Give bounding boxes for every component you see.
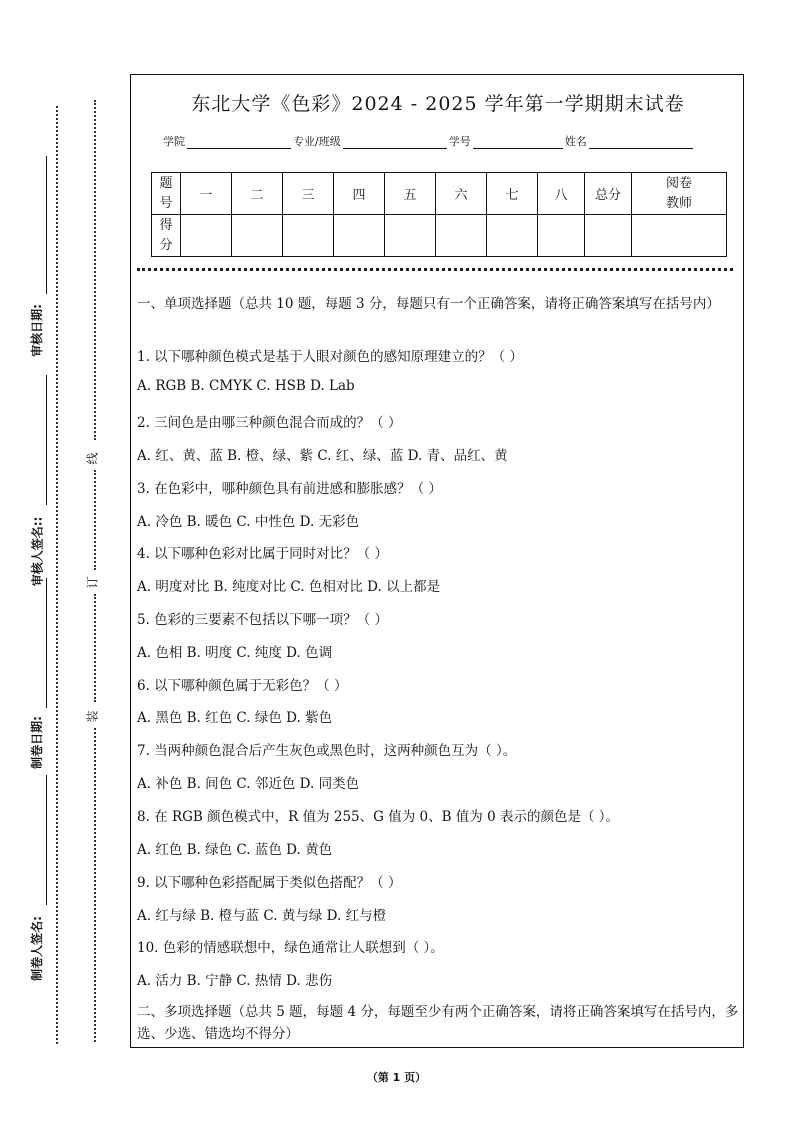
section2-heading: 二、多项选择题（总共 5 题，每题 4 分，每题至少有两个正确答案，请将正确答案填写在括号内，多选、少选、错选均不得分）	[137, 1004, 739, 1042]
score-table-header: 八	[538, 173, 585, 215]
score-cell[interactable]	[283, 215, 334, 257]
margin-dotted-line-top	[94, 100, 96, 440]
major-field[interactable]	[343, 135, 447, 149]
reviewer-date-line	[46, 156, 47, 294]
question-5: 5. 色彩的三要素不包括以下哪一项？（ ）	[137, 612, 388, 628]
question-8-options: A. 红色 B. 绿色 C. 蓝色 D. 黄色	[137, 842, 333, 858]
reviewer-sign-line	[46, 375, 47, 505]
score-table-header: 阅卷 教师	[632, 173, 727, 215]
question-9-options: A. 红与绿 B. 橙与蓝 C. 黄与绿 D. 红与橙	[137, 908, 387, 924]
section1-heading: 一、单项选择题（总共 10 题，每题 3 分，每题只有一个正确答案，请将正确答案填写在括号内）	[137, 296, 720, 312]
question-2-options: A. 红、黄、蓝 B. 橙、绿、紫 C. 红、绿、蓝 D. 青、品红、黄	[137, 448, 508, 464]
score-cell[interactable]	[436, 215, 487, 257]
student-info-row	[163, 133, 695, 149]
score-table-header: 六	[436, 173, 487, 215]
bind-order-char: 订	[85, 576, 100, 589]
score-cell[interactable]	[181, 215, 232, 257]
maker-sign-label: 制卷人签名:	[29, 916, 44, 981]
name-field[interactable]	[589, 135, 693, 149]
question-4-options: A. 明度对比 B. 纯度对比 C. 色相对比 D. 以上都是	[137, 579, 441, 595]
maker-date-label: 制卷日期:	[29, 716, 44, 769]
score-cell[interactable]	[487, 215, 538, 257]
maker-date-line	[46, 578, 47, 708]
question-2: 2. 三间色是由哪三种颜色混合而成的？（ ）	[137, 415, 402, 431]
exam-title: 东北大学《色彩》2024 - 2025 学年第一学期期末试卷	[191, 93, 685, 115]
score-cell[interactable]	[585, 215, 632, 257]
question-1: 1. 以下哪种颜色模式是基于人眼对颜色的感知原理建立的？（ ）	[137, 349, 523, 365]
question-8: 8. 在 RGB 颜色模式中，R 值为 255、G 值为 0、B 值为 0 表示的颜色是（ ）。	[137, 809, 620, 825]
margin-dotted-line-mid2	[94, 594, 96, 702]
question-9: 9. 以下哪种色彩搭配属于类似色搭配？（ ）	[137, 875, 402, 891]
score-table-row1-label: 题 号	[152, 173, 181, 215]
bind-line-char: 线	[85, 452, 100, 465]
question-10-options: A. 活力 B. 宁静 C. 热情 D. 悲伤	[137, 973, 333, 989]
score-cell[interactable]	[632, 215, 727, 257]
score-table-header: 二	[232, 173, 283, 215]
question-7: 7. 当两种颜色混合后产生灰色或黑色时，这两种颜色互为（ ）。	[137, 743, 517, 759]
margin-dotted-line-bottom	[94, 728, 96, 1042]
score-table-row2-label: 得 分	[152, 215, 181, 257]
score-cell[interactable]	[538, 215, 585, 257]
question-7-options: A. 补色 B. 间色 C. 邻近色 D. 同类色	[137, 776, 360, 792]
question-6: 6. 以下哪种颜色属于无彩色？（ ）	[137, 678, 348, 694]
score-table-header: 总分	[585, 173, 632, 215]
question-1-options: A. RGB B. CMYK C. HSB D. Lab	[137, 378, 355, 394]
question-3-options: A. 冷色 B. 暖色 C. 中性色 D. 无彩色	[137, 514, 360, 530]
name-label: 姓名	[564, 135, 587, 148]
college-field[interactable]	[187, 135, 291, 149]
question-5-options: A. 色相 B. 明度 C. 纯度 D. 色调	[137, 645, 333, 661]
question-6-options: A. 黑色 B. 红色 C. 绿色 D. 紫色	[137, 710, 333, 726]
score-table-header: 三	[283, 173, 334, 215]
student-id-label: 学号	[448, 135, 471, 148]
score-cell[interactable]	[385, 215, 436, 257]
score-cell[interactable]	[334, 215, 385, 257]
margin-dotted-line-mid1	[94, 470, 96, 570]
margin-dotted-line-outer	[56, 106, 58, 1044]
page-footer: （第 1 页）	[366, 1071, 427, 1084]
question-10: 10. 色彩的情感联想中，绿色通常让人联想到（ ）。	[137, 940, 444, 956]
major-label: 专业/班级	[293, 135, 341, 148]
question-3: 3. 在色彩中，哪种颜色具有前进感和膨胀感？（ ）	[137, 481, 442, 497]
student-id-field[interactable]	[473, 135, 563, 149]
score-table-header-row	[152, 173, 727, 215]
college-label: 学院	[163, 135, 185, 148]
score-table	[151, 172, 727, 257]
score-table-header: 七	[487, 173, 538, 215]
score-table-header: 一	[181, 173, 232, 215]
question-4: 4. 以下哪种色彩对比属于同时对比？（ ）	[137, 546, 388, 562]
maker-sign-line	[46, 775, 47, 905]
bind-fold-char: 装	[85, 710, 100, 723]
score-table-header: 四	[334, 173, 385, 215]
dotted-separator	[137, 268, 733, 271]
reviewer-date-label: 审核日期:	[29, 304, 44, 357]
score-cell[interactable]	[232, 215, 283, 257]
exam-frame	[130, 74, 744, 1048]
reviewer-sign-label: 审核人签名::	[30, 516, 45, 587]
score-table-score-row	[152, 215, 727, 257]
score-table-header: 五	[385, 173, 436, 215]
